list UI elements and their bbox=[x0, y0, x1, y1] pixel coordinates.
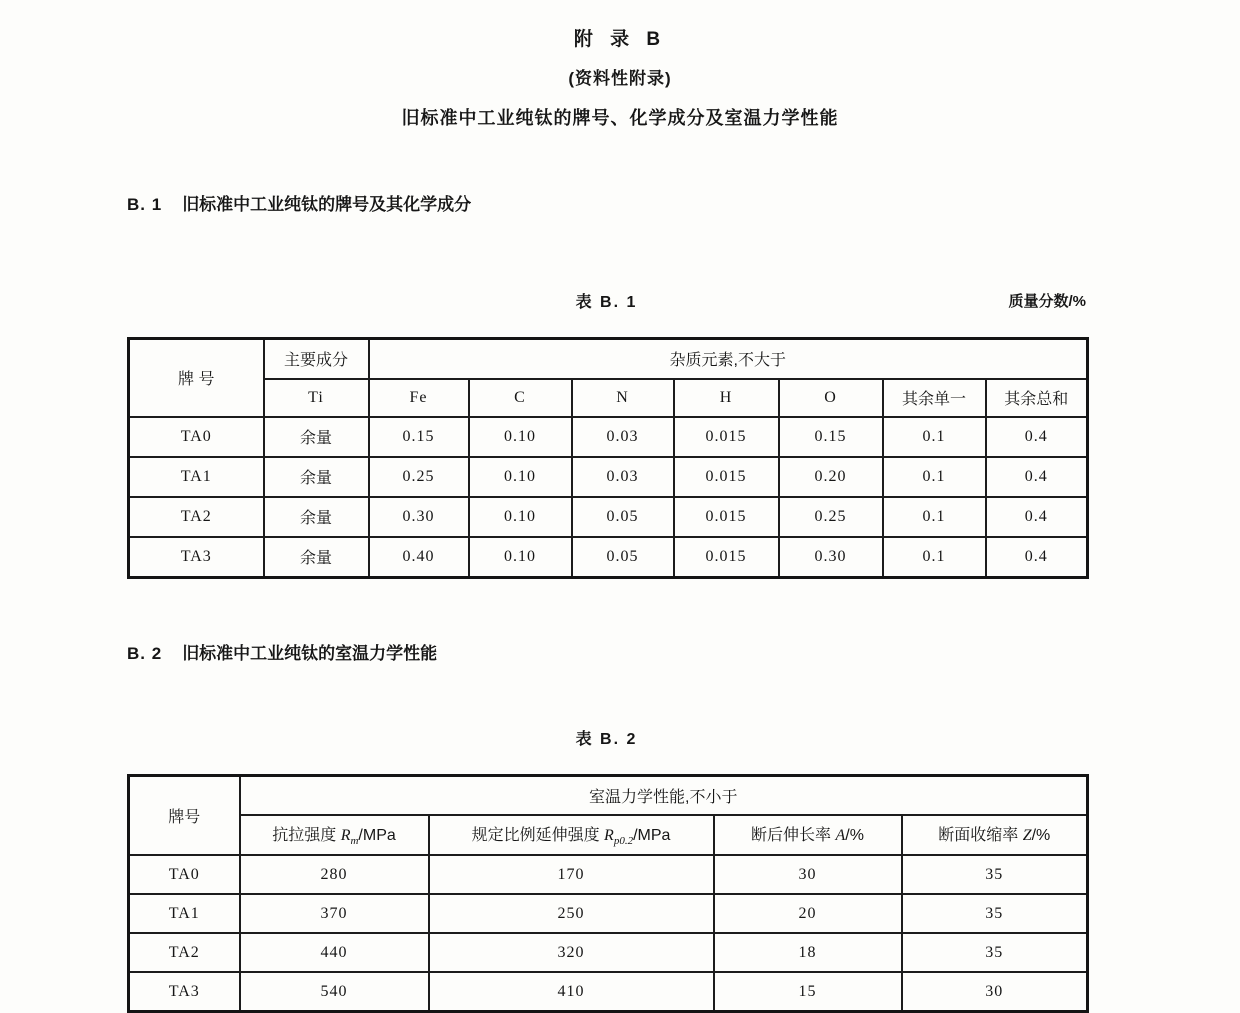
table-cell: 0.1 bbox=[883, 537, 986, 578]
appendix-title: 附 录 B bbox=[0, 0, 1240, 51]
table-cell: 0.015 bbox=[674, 497, 779, 537]
table-cell: 250 bbox=[429, 894, 714, 933]
table-cell: 0.1 bbox=[883, 457, 986, 497]
table-cell: 0.10 bbox=[469, 497, 572, 537]
table-b1-caption-row bbox=[127, 289, 1086, 311]
b2-grade-cell: TA3 bbox=[129, 972, 240, 1012]
section-b1-heading bbox=[127, 190, 1240, 215]
table-cell: 0.1 bbox=[883, 497, 986, 537]
table-b1 bbox=[127, 337, 1089, 579]
table-cell: 370 bbox=[240, 894, 429, 933]
table-cell: 0.10 bbox=[469, 457, 572, 497]
b2-header-proof-strength: 规定比例延伸强度 $R_{p0.2}$/MPa bbox=[429, 815, 714, 855]
table-row bbox=[129, 894, 1088, 933]
b1-ti-cell: 余量 bbox=[264, 537, 369, 578]
table-cell: 0.4 bbox=[986, 457, 1088, 497]
table-cell: 0.30 bbox=[779, 537, 883, 578]
table-row bbox=[129, 417, 1088, 457]
b2-header-elongation: 断后伸长率 A/% bbox=[714, 815, 902, 855]
table-cell: 0.4 bbox=[986, 497, 1088, 537]
section-b1-title: 旧标准中工业纯钛的牌号及其化学成分 bbox=[182, 195, 471, 214]
b1-ti-cell: 余量 bbox=[264, 417, 369, 457]
b2-grade-cell: TA1 bbox=[129, 894, 240, 933]
table-cell: 0.10 bbox=[469, 417, 572, 457]
table-cell: 0.40 bbox=[369, 537, 469, 578]
table-cell: 0.015 bbox=[674, 537, 779, 578]
b2-header-reduction-of-area: 断面收缩率 Z/% bbox=[902, 815, 1088, 855]
table-cell: 170 bbox=[429, 855, 714, 894]
table-b1-caption: 表 B. 1 bbox=[127, 289, 1086, 312]
table-cell: 18 bbox=[714, 933, 902, 972]
b1-header-h: H bbox=[674, 379, 779, 417]
b1-header-o: O bbox=[779, 379, 883, 417]
b1-grade-cell: TA1 bbox=[129, 457, 264, 497]
b1-grade-cell: TA2 bbox=[129, 497, 264, 537]
table-b2 bbox=[127, 774, 1089, 1013]
appendix-subtitle: (资料性附录) bbox=[0, 64, 1240, 89]
table-cell: 410 bbox=[429, 972, 714, 1012]
b1-header-other-total: 其余总和 bbox=[986, 379, 1088, 417]
table-cell: 0.25 bbox=[369, 457, 469, 497]
table-cell: 30 bbox=[902, 972, 1088, 1012]
table-cell: 0.15 bbox=[369, 417, 469, 457]
table-row bbox=[129, 537, 1088, 578]
table-cell: 440 bbox=[240, 933, 429, 972]
table-b1-unit-note: 质量分数/% bbox=[1008, 290, 1086, 311]
table-row bbox=[129, 933, 1088, 972]
table-b2-caption-row bbox=[127, 726, 1086, 748]
b1-header-c: C bbox=[469, 379, 572, 417]
table-cell: 0.03 bbox=[572, 417, 674, 457]
table-cell: 0.1 bbox=[883, 417, 986, 457]
table-cell: 0.05 bbox=[572, 537, 674, 578]
b2-header-grade: 牌号 bbox=[129, 775, 240, 855]
section-b2-number: B. 2 bbox=[127, 644, 162, 663]
table-cell: 320 bbox=[429, 933, 714, 972]
b1-header-ti: Ti bbox=[264, 379, 369, 417]
table-row bbox=[129, 497, 1088, 537]
b2-header-tensile-strength: 抗拉强度 $R_m$/MPa bbox=[240, 815, 429, 855]
table-cell: 30 bbox=[714, 855, 902, 894]
table-b2-caption: 表 B. 2 bbox=[127, 726, 1086, 749]
table-cell: 0.05 bbox=[572, 497, 674, 537]
b1-header-impurities-span: 杂质元素,不大于 bbox=[369, 339, 1088, 379]
table-cell: 0.015 bbox=[674, 417, 779, 457]
table-cell: 0.4 bbox=[986, 417, 1088, 457]
table-cell: 35 bbox=[902, 933, 1088, 972]
b1-ti-cell: 余量 bbox=[264, 457, 369, 497]
b1-header-main-component: 主要成分 bbox=[264, 339, 369, 379]
table-cell: 0.10 bbox=[469, 537, 572, 578]
table-cell: 540 bbox=[240, 972, 429, 1012]
b2-grade-cell: TA0 bbox=[129, 855, 240, 894]
table-cell: 35 bbox=[902, 894, 1088, 933]
table-cell: 0.15 bbox=[779, 417, 883, 457]
table-cell: 0.4 bbox=[986, 537, 1088, 578]
table-cell: 0.25 bbox=[779, 497, 883, 537]
table-cell: 280 bbox=[240, 855, 429, 894]
b2-grade-cell: TA2 bbox=[129, 933, 240, 972]
table-cell: 20 bbox=[714, 894, 902, 933]
table-cell: 0.015 bbox=[674, 457, 779, 497]
section-b2-title: 旧标准中工业纯钛的室温力学性能 bbox=[182, 644, 437, 663]
b1-ti-cell: 余量 bbox=[264, 497, 369, 537]
table-cell: 35 bbox=[902, 855, 1088, 894]
table-row bbox=[129, 855, 1088, 894]
b1-header-grade: 牌 号 bbox=[129, 339, 264, 417]
b2-header-span: 室温力学性能,不小于 bbox=[240, 775, 1088, 815]
table-row bbox=[129, 972, 1088, 1012]
section-b2-heading bbox=[127, 639, 1240, 664]
table-cell: 0.20 bbox=[779, 457, 883, 497]
table-cell: 0.03 bbox=[572, 457, 674, 497]
table-cell: 15 bbox=[714, 972, 902, 1012]
b1-header-n: N bbox=[572, 379, 674, 417]
b1-grade-cell: TA3 bbox=[129, 537, 264, 578]
section-b1-number: B. 1 bbox=[127, 195, 162, 214]
b1-header-other-single: 其余单一 bbox=[883, 379, 986, 417]
table-row bbox=[129, 457, 1088, 497]
appendix-description: 旧标准中工业纯钛的牌号、化学成分及室温力学性能 bbox=[0, 104, 1240, 130]
b1-header-fe: Fe bbox=[369, 379, 469, 417]
b1-grade-cell: TA0 bbox=[129, 417, 264, 457]
table-cell: 0.30 bbox=[369, 497, 469, 537]
